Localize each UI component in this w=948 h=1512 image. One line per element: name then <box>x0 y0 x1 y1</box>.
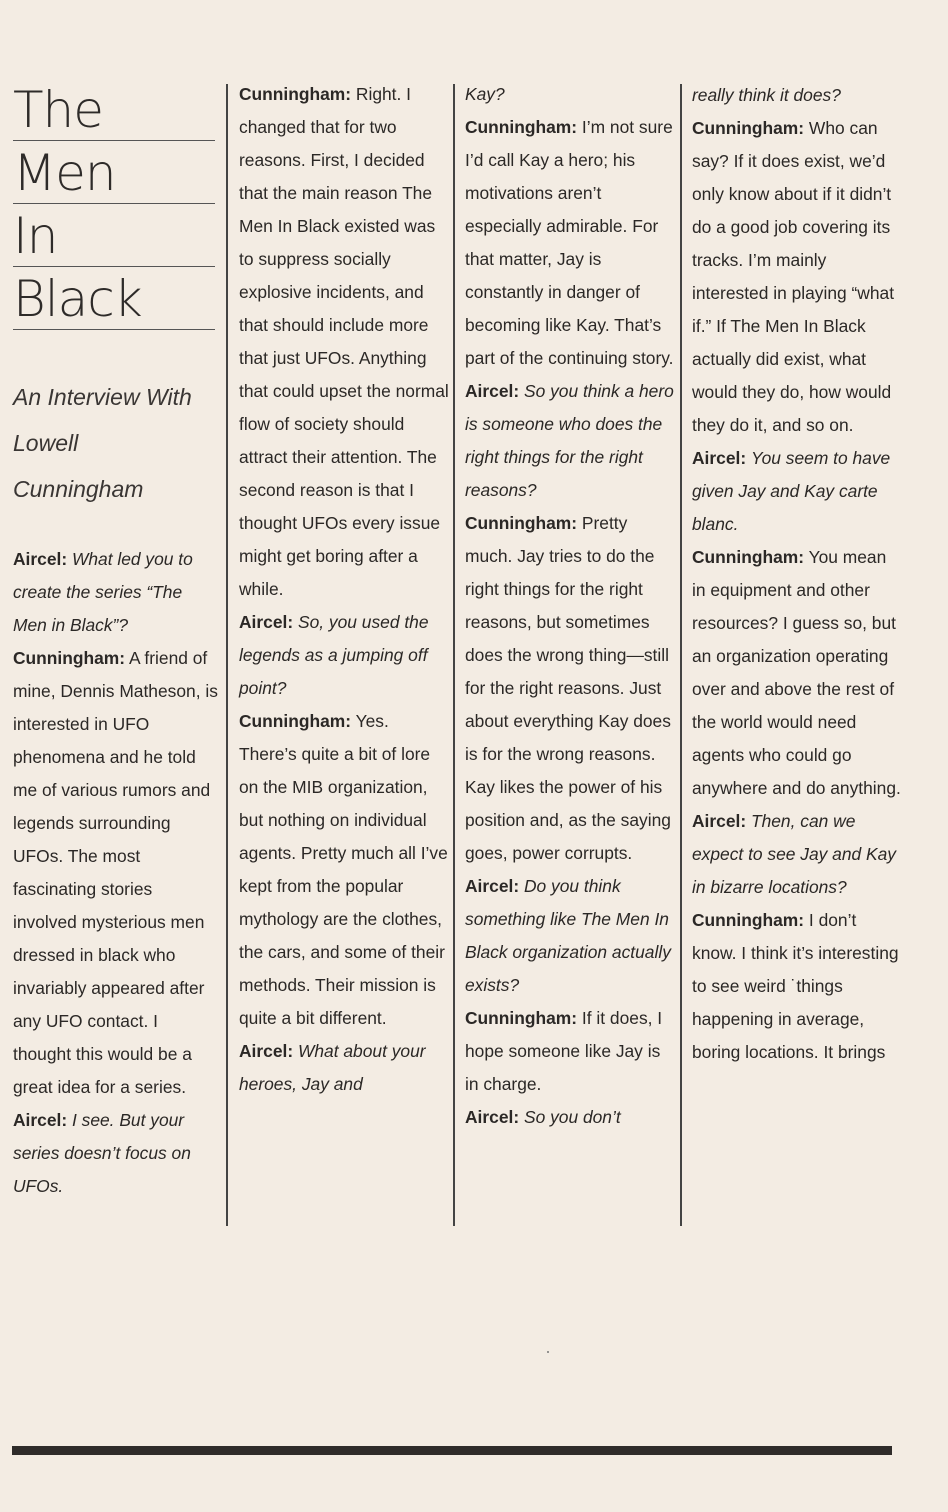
question-7-continued <box>692 79 902 112</box>
question-text: You seem to have given Jay and Kay carte blanc. <box>692 448 891 534</box>
speaker-cunningham: Cunningham: <box>13 648 126 668</box>
text-column-3 <box>465 78 675 1134</box>
text-column-4 <box>692 79 902 1069</box>
answer-text: Pretty much. Jay tries to do the right things for the right reasons, but sometimes does the wrong thing—still for the right reasons. Just about everything Kay does is for the wrong reasons. Kay likes the power of his position and, as the saying goes, power corrupts. <box>465 513 671 863</box>
answer-text: Right. I changed that for two reasons. First, I decided that the main reason The Men In Black existed was to suppress socially explosive incidents, and that should include more that just UFOs. Anything that could upset the normal flow of society should attract their attention. The second reason is that I thought UFOs every issue might get boring after a while. <box>239 84 449 599</box>
speaker-aircel: Aircel: <box>692 811 747 831</box>
answer-text: A friend of mine, Dennis Matheson, is interested in UFO phenomena and he told me of various rumors and legends surrounding UFOs. The most fascinating stories involved mysterious men dressed in black who invariably appeared after any UFO contact. I thought this would be a great idea for a series. <box>13 648 218 1097</box>
question-text: What about your heroes, Jay and <box>239 1041 426 1094</box>
answer-6 <box>465 1002 675 1101</box>
question-9 <box>692 805 902 904</box>
answer-text: If it does, I hope someone like Jay is in charge. <box>465 1008 663 1094</box>
bottom-rule-bar <box>12 1446 892 1455</box>
speaker-aircel: Aircel: <box>465 876 520 896</box>
question-3 <box>239 606 449 705</box>
question-text: So you don’t <box>523 1107 621 1127</box>
speaker-aircel: Aircel: <box>239 1041 294 1061</box>
answer-4 <box>465 111 675 375</box>
question-text: So, you used the legends as a jumping off point? <box>239 612 429 698</box>
text-column-2 <box>239 78 449 1101</box>
question-6 <box>465 870 675 1002</box>
question-text: really think it does? <box>692 85 841 105</box>
print-speck <box>547 1351 549 1353</box>
title-line-1: The <box>13 78 215 141</box>
question-8 <box>692 442 902 541</box>
answer-9 <box>692 904 902 1069</box>
speaker-cunningham: Cunningham: <box>692 547 805 567</box>
title-line-4: Black <box>13 267 215 330</box>
answer-8 <box>692 541 902 805</box>
subtitle-line-2: Lowell <box>13 430 79 456</box>
column-rule-3 <box>680 84 682 1226</box>
answer-text: Yes. There’s quite a bit of lore on the MIB organization, but nothing on individual agents. Pretty much all I’ve kept from the popular mythology are the clothes, the cars, and some of their methods. Their mission is quite a bit different. <box>239 711 448 1028</box>
subtitle-line-1: An Interview With <box>13 384 192 410</box>
text-column-1 <box>13 543 218 1203</box>
title-line-2: Men <box>13 141 215 204</box>
question-7 <box>465 1101 675 1134</box>
speaker-cunningham: Cunningham: <box>692 118 805 138</box>
speaker-aircel: Aircel: <box>692 448 747 468</box>
answer-text: Who can say? If it does exist, we’d only know about if it didn’t do a good job covering its tracks. I’m mainly interested in playing “what if.” If The Men In Black actually did exist, what would they do, how would they do it, and so on. <box>692 118 895 435</box>
question-4-continued <box>465 78 675 111</box>
answer-text: You mean in equipment and other resources? I guess so, but an organization operating over and above the rest of the world would need agents who could go anywhere and do anything. <box>692 547 901 798</box>
speaker-cunningham: Cunningham: <box>239 84 352 104</box>
answer-5 <box>465 507 675 870</box>
speaker-aircel: Aircel: <box>13 549 68 569</box>
column-rule-1 <box>226 84 228 1226</box>
question-text: I see. But your series doesn’t focus on UFOs. <box>13 1110 191 1196</box>
speaker-cunningham: Cunningham: <box>465 117 578 137</box>
speaker-cunningham: Cunningham: <box>465 1008 578 1028</box>
title-block <box>13 78 215 512</box>
question-text: Kay? <box>465 84 505 104</box>
question-text: So you think a hero is someone who does the right things for the right reasons? <box>465 381 674 500</box>
speaker-aircel: Aircel: <box>13 1110 68 1130</box>
speaker-aircel: Aircel: <box>465 381 520 401</box>
answer-3 <box>239 705 449 1035</box>
title-line-3: In <box>13 204 215 267</box>
column-rule-2 <box>453 84 455 1226</box>
question-text: Do you think something like The Men In Black organization actually exists? <box>465 876 671 995</box>
question-2 <box>13 1104 218 1203</box>
answer-1 <box>13 642 218 1104</box>
question-text: What led you to create the series “The Men in Black”? <box>13 549 193 635</box>
speaker-cunningham: Cunningham: <box>465 513 578 533</box>
answer-text: I don’t know. I think it’s interesting to see weird ˙things happening in average, boring locations. It brings <box>692 910 899 1062</box>
speaker-aircel: Aircel: <box>465 1107 520 1127</box>
question-4 <box>239 1035 449 1101</box>
answer-text: I’m not sure I’d call Kay a hero; his motivations aren’t especially admirable. For that matter, Jay is constantly in danger of becoming like Kay. That’s part of the continuing story. <box>465 117 674 368</box>
question-1 <box>13 543 218 642</box>
subtitle <box>13 374 215 512</box>
answer-7 <box>692 112 902 442</box>
question-5 <box>465 375 675 507</box>
subtitle-line-3: Cunningham <box>13 476 144 502</box>
speaker-cunningham: Cunningham: <box>239 711 352 731</box>
answer-2 <box>239 78 449 606</box>
speaker-aircel: Aircel: <box>239 612 294 632</box>
speaker-cunningham: Cunningham: <box>692 910 805 930</box>
question-text: Then, can we expect to see Jay and Kay in bizarre locations? <box>692 811 896 897</box>
